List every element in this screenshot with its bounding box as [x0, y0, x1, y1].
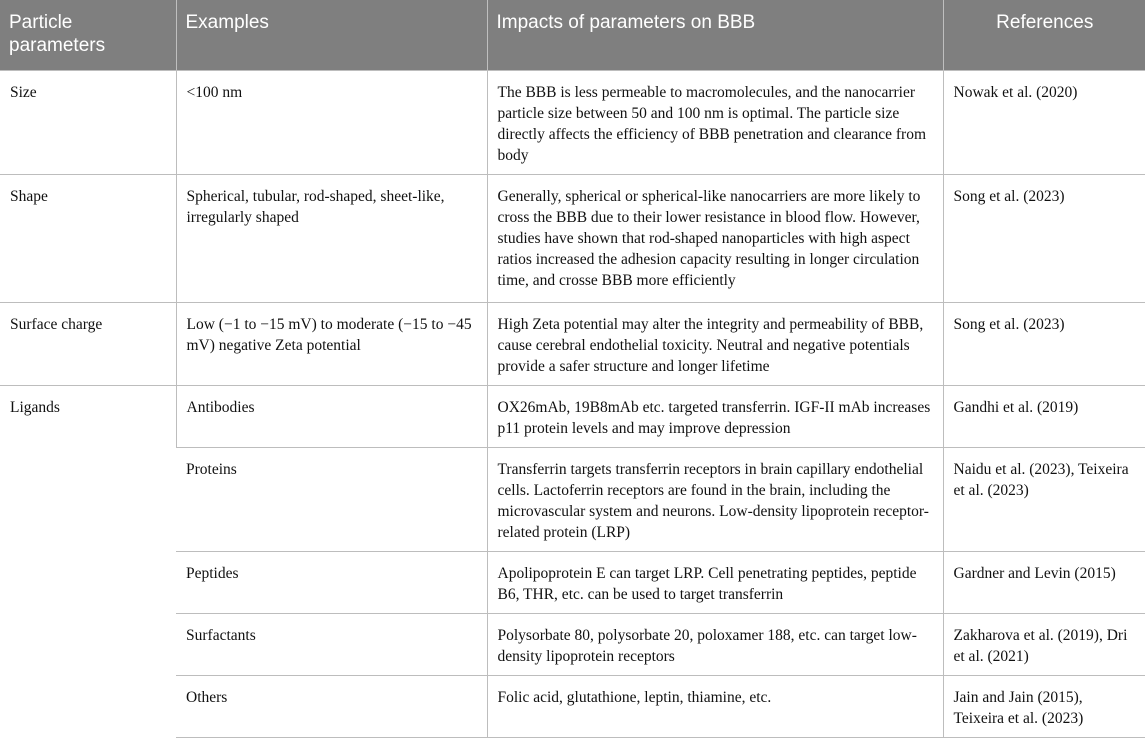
reference-cell: Naidu et al. (2023), Teixeira et al. (2023) — [943, 448, 1145, 552]
table-row — [0, 71, 1145, 175]
example-cell: <100 nm — [176, 71, 487, 175]
reference-cell: Jain and Jain (2015), Teixeira et al. (2023) — [943, 676, 1145, 738]
impact-cell: Generally, spherical or spherical-like nanocarriers are more likely to cross the BBB due to their lower resistance in blood flow. However, studies have shown that rod-shaped nanoparticles with high aspect ratios increased the adhesion capacity resulting in longer circulation time, and crosse BBB more efficiently — [487, 175, 943, 303]
header-references: References — [943, 0, 1145, 71]
reference-cell: Nowak et al. (2020) — [943, 71, 1145, 175]
reference-cell: Song et al. (2023) — [943, 303, 1145, 386]
table-row — [0, 303, 1145, 386]
example-cell: Peptides — [176, 552, 487, 614]
reference-cell: Zakharova et al. (2019), Dri et al. (2021) — [943, 614, 1145, 676]
example-cell: Proteins — [176, 448, 487, 552]
impact-cell: OX26mAb, 19B8mAb etc. targeted transferrin. IGF-II mAb increases p11 protein levels and may improve depression — [487, 386, 943, 448]
example-cell: Surfactants — [176, 614, 487, 676]
param-cell: Size — [0, 71, 176, 175]
impact-cell: High Zeta potential may alter the integrity and permeability of BBB, cause cerebral endothelial toxicity. Neutral and negative potentials provide a safer structure and longer lifetime — [487, 303, 943, 386]
impact-cell: Polysorbate 80, polysorbate 20, poloxamer 188, etc. can target low-density lipoprotein receptors — [487, 614, 943, 676]
table-body — [0, 71, 1145, 738]
table-row — [0, 175, 1145, 303]
impact-cell: Folic acid, glutathione, leptin, thiamine, etc. — [487, 676, 943, 738]
table-row — [0, 386, 1145, 448]
impact-cell: The BBB is less permeable to macromolecules, and the nanocarrier particle size between 50 and 100 nm is optimal. The particle size directly affects the efficiency of BBB penetration and clearance from body — [487, 71, 943, 175]
reference-cell: Gardner and Levin (2015) — [943, 552, 1145, 614]
table-header — [0, 0, 1145, 71]
header-examples: Examples — [176, 0, 487, 71]
header-row — [0, 0, 1145, 71]
header-particle-parameters: Particle parameters — [0, 0, 176, 71]
reference-cell: Song et al. (2023) — [943, 175, 1145, 303]
example-cell: Antibodies — [176, 386, 487, 448]
example-cell: Low (−1 to −15 mV) to moderate (−15 to −45 mV) negative Zeta potential — [176, 303, 487, 386]
reference-cell: Gandhi et al. (2019) — [943, 386, 1145, 448]
impact-cell: Transferrin targets transferrin receptors in brain capillary endothelial cells. Lactoferrin receptors are found in the brain, including the microvascular system and neurons. Low-density lipoprotein receptor-related protein (LRP) — [487, 448, 943, 552]
impact-cell: Apolipoprotein E can target LRP. Cell penetrating peptides, peptide B6, THR, etc. can be used to target transferrin — [487, 552, 943, 614]
param-cell: Surface charge — [0, 303, 176, 386]
example-cell: Others — [176, 676, 487, 738]
param-cell-ligands: Ligands — [0, 386, 176, 738]
header-impacts: Impacts of parameters on BBB — [487, 0, 943, 71]
example-cell: Spherical, tubular, rod-shaped, sheet-like, irregularly shaped — [176, 175, 487, 303]
param-cell: Shape — [0, 175, 176, 303]
